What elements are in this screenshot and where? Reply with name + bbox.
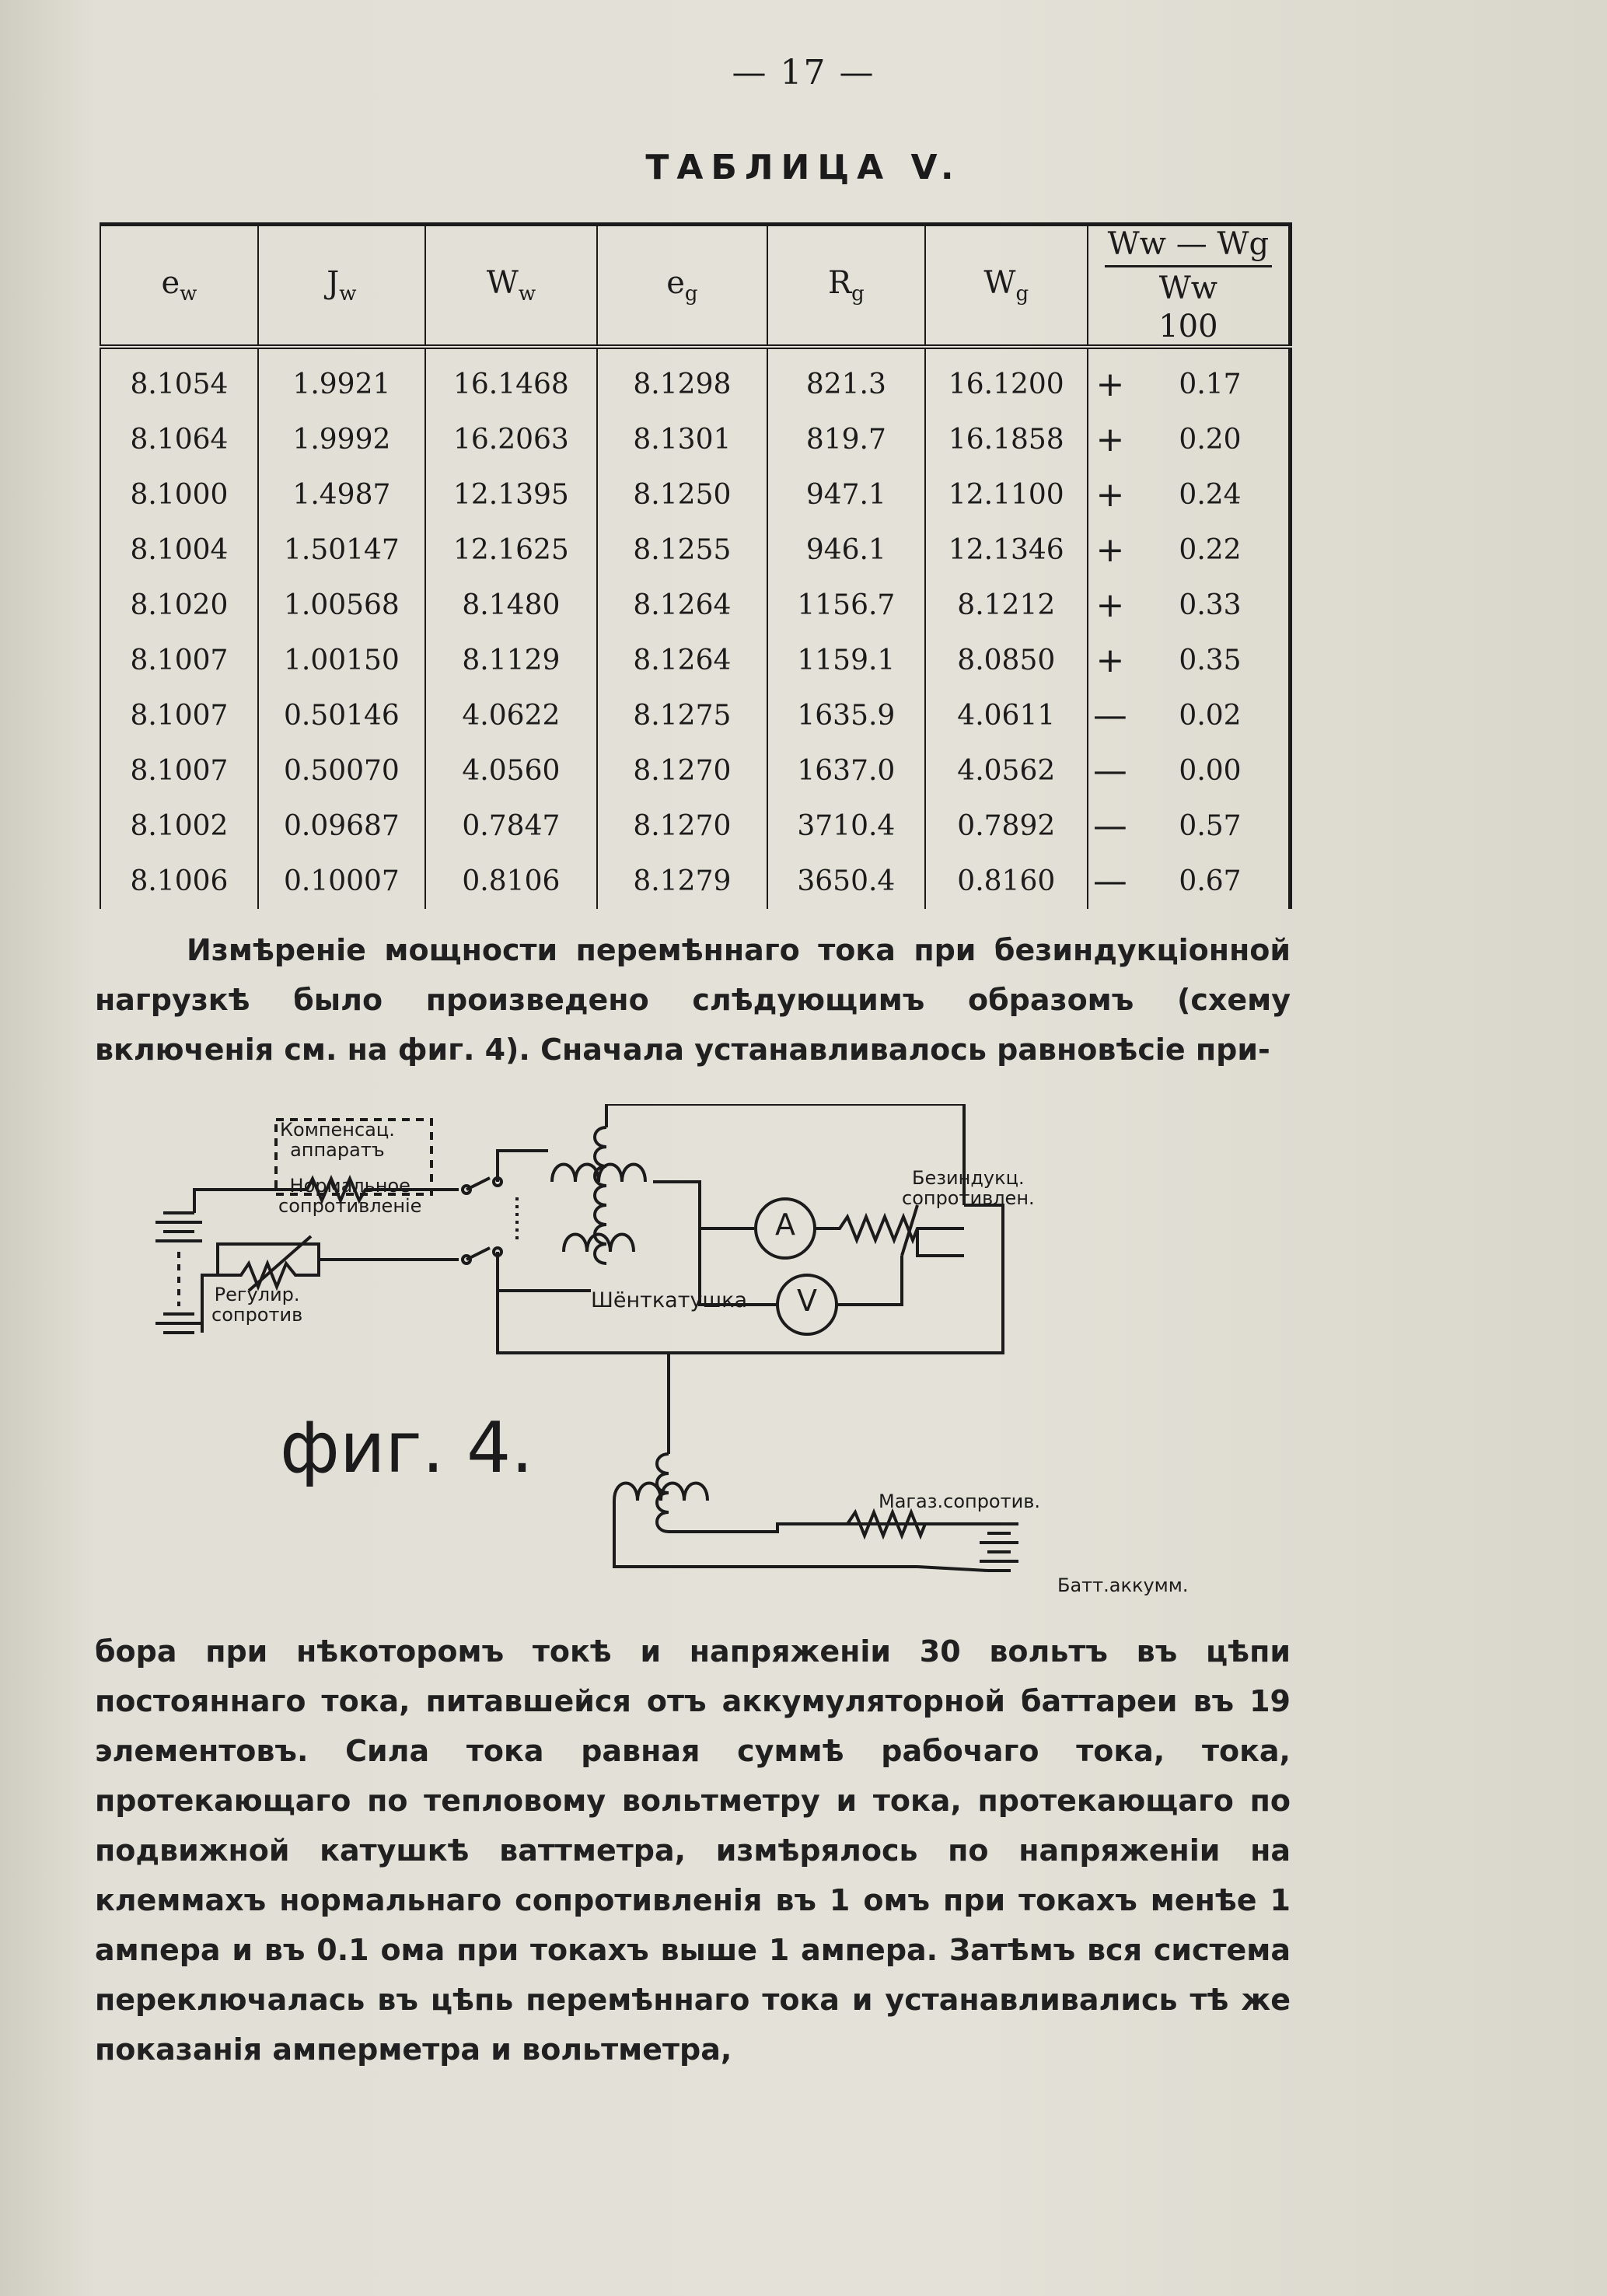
left-battery-icon — [155, 1213, 202, 1333]
cell: 1.00568 — [258, 578, 425, 633]
table-row — [100, 578, 1291, 633]
cell: 0.8106 — [425, 854, 597, 909]
paragraph-intro-text: Измѣреніе мощности перемѣннаго тока при безиндукціонной нагрузкѣ было произведено слѣдующимъ образомъ (схему включенія см. на фиг. 4). Сначала устанавливалось равновѣсіе при- — [95, 933, 1291, 1067]
cell: 16.1468 — [425, 347, 597, 412]
header-ww: $W_w$ — [425, 225, 597, 348]
header-rg: $R_g$ — [767, 225, 925, 348]
cell: 3650.4 — [767, 854, 925, 909]
cell: 8.1007 — [100, 688, 258, 743]
cell: 8.1064 — [100, 412, 258, 467]
cell: 16.1200 — [925, 347, 1088, 412]
cell: 0.20 — [1179, 424, 1242, 456]
cell: 0.24 — [1179, 479, 1242, 511]
cell: 8.1255 — [597, 522, 767, 578]
cell: 1.9921 — [258, 347, 425, 412]
cell: 0.33 — [1179, 589, 1242, 621]
resistor-box-label: Магаз.сопротив. — [879, 1490, 1040, 1512]
cell: 4.0622 — [425, 688, 597, 743]
cell: 8.1054 — [100, 347, 258, 412]
cell: 8.1480 — [425, 578, 597, 633]
accumulator-battery-icon — [980, 1524, 1018, 1571]
cell: 0.7892 — [925, 799, 1088, 854]
cell: 0.7847 — [425, 799, 597, 854]
switch-icon — [463, 1178, 517, 1263]
cell: 0.10007 — [258, 854, 425, 909]
cell: 8.1250 — [597, 467, 767, 522]
cell: 946.1 — [767, 522, 925, 578]
table-row — [100, 467, 1291, 522]
cell: 8.1264 — [597, 578, 767, 633]
ammeter-label: A — [775, 1207, 795, 1242]
cell: 8.1020 — [100, 578, 258, 633]
cell: 0.50070 — [258, 743, 425, 799]
header-jw: $J_w$ — [258, 225, 425, 348]
cell: 3710.4 — [767, 799, 925, 854]
sign-cell: — — [1088, 799, 1132, 854]
cell: 8.1129 — [425, 633, 597, 688]
regulating-resistor-label: Регулир. сопротив — [211, 1284, 303, 1326]
sign-cell: + — [1088, 522, 1132, 578]
non-inductive-resistor-icon — [815, 1217, 964, 1240]
table-row — [100, 347, 1291, 412]
page-number: — 17 — — [732, 53, 875, 93]
lower-coil-icon — [614, 1454, 707, 1532]
compensator-label: Компенсац. аппаратъ — [280, 1119, 395, 1161]
cell: 1637.0 — [767, 743, 925, 799]
cell: 8.1007 — [100, 633, 258, 688]
cell: 4.0611 — [925, 688, 1088, 743]
cell: 0.00 — [1179, 755, 1242, 787]
table-row — [100, 743, 1291, 799]
cell: 12.1625 — [425, 522, 597, 578]
paragraph-continued-text: бора при нѣкоторомъ токѣ и напряженіи 30 вольтъ въ цѣпи постояннаго тока, питавшейся отъ аккумуляторной баттареи въ 19 элементовъ. Сила тока равная суммѣ рабочаго тока, тока, протекающаго по тепловому вольтметру и тока, протекающаго по подвижной катушкѣ ваттметра, измѣрялось по напряженіи на клеммахъ нормальнаго сопротивленія въ 1 омъ при токахъ менѣе 1 ампера и въ 0.1 ома при токахъ выше 1 ампера. Затѣмъ вся система переключалась въ цѣпь перемѣннаго тока и устанавливались тѣ же показанія амперметра и вольтметра, — [95, 1634, 1291, 2067]
sign-cell: + — [1088, 467, 1132, 522]
header-fraction: $\frac{Ww — Wg}{Ww}$ — [1105, 226, 1273, 306]
cell: 8.1002 — [100, 799, 258, 854]
cell: 1.4987 — [258, 467, 425, 522]
cell: 0.22 — [1179, 534, 1242, 566]
figure-caption: фиг. 4. — [280, 1407, 533, 1489]
battery-label: Батт.аккумм. — [1057, 1574, 1189, 1596]
cell: 8.1270 — [597, 799, 767, 854]
sign-cell: + — [1088, 347, 1132, 412]
cell: 8.1264 — [597, 633, 767, 688]
cell: 0.09687 — [258, 799, 425, 854]
cell: 4.0562 — [925, 743, 1088, 799]
cell: 0.50146 — [258, 688, 425, 743]
table-row — [100, 633, 1291, 688]
header-eg: $e_g$ — [597, 225, 767, 348]
cell: 1156.7 — [767, 578, 925, 633]
cell: 1159.1 — [767, 633, 925, 688]
cell: 8.1000 — [100, 467, 258, 522]
header-wg: $W_g$ — [925, 225, 1088, 348]
cell: 1.50147 — [258, 522, 425, 578]
cell: 8.1275 — [597, 688, 767, 743]
sign-cell: — — [1088, 743, 1132, 799]
shunt-coil-icon — [552, 1127, 645, 1263]
cell: 16.2063 — [425, 412, 597, 467]
table-row — [100, 799, 1291, 854]
paragraph-continued — [95, 1627, 1291, 2074]
cell: 947.1 — [767, 467, 925, 522]
cell: 1.9992 — [258, 412, 425, 467]
sign-cell: + — [1088, 633, 1132, 688]
shunt-coil-label: Шёнткатушка — [591, 1288, 747, 1312]
table-title: ТАБЛИЦА V. — [645, 148, 962, 187]
cell: 8.1270 — [597, 743, 767, 799]
cell: 8.0850 — [925, 633, 1088, 688]
cell: 819.7 — [767, 412, 925, 467]
cell: 4.0560 — [425, 743, 597, 799]
header-ew: $e_w$ — [100, 225, 258, 348]
cell: 1.00150 — [258, 633, 425, 688]
normal-resistance-label: Нормальное сопротивленіе — [278, 1175, 422, 1217]
cell: 12.1100 — [925, 467, 1088, 522]
table-body — [100, 347, 1291, 909]
cell: 0.57 — [1179, 810, 1242, 842]
cell: 0.35 — [1179, 645, 1242, 676]
table-header-row — [100, 225, 1291, 348]
sign-cell: — — [1088, 688, 1132, 743]
cell: 16.1858 — [925, 412, 1088, 467]
table-row — [100, 688, 1291, 743]
cell: 8.1279 — [597, 854, 767, 909]
paragraph-intro — [95, 925, 1291, 1075]
voltmeter-label: V — [797, 1284, 817, 1318]
cell: 0.17 — [1179, 369, 1242, 400]
non-inductive-resistor-label: Безиндукц. сопротивлен. — [902, 1167, 1035, 1209]
data-table — [100, 222, 1292, 909]
cell: 8.1298 — [597, 347, 767, 412]
cell: 8.1301 — [597, 412, 767, 467]
sign-cell: — — [1088, 854, 1132, 909]
sign-cell: + — [1088, 412, 1132, 467]
cell: 0.8160 — [925, 854, 1088, 909]
sign-cell: + — [1088, 578, 1132, 633]
cell: 8.1006 — [100, 854, 258, 909]
cell: 8.1004 — [100, 522, 258, 578]
cell: 0.02 — [1179, 700, 1242, 732]
cell: 0.67 — [1179, 865, 1242, 897]
table-row — [100, 854, 1291, 909]
cell: 12.1346 — [925, 522, 1088, 578]
header-percent-diff: $\frac{Ww — Wg}{Ww}$ 100 — [1088, 225, 1291, 348]
table-row — [100, 412, 1291, 467]
table-row — [100, 522, 1291, 578]
cell: 1635.9 — [767, 688, 925, 743]
cell: 821.3 — [767, 347, 925, 412]
cell: 8.1212 — [925, 578, 1088, 633]
cell: 8.1007 — [100, 743, 258, 799]
cell: 12.1395 — [425, 467, 597, 522]
